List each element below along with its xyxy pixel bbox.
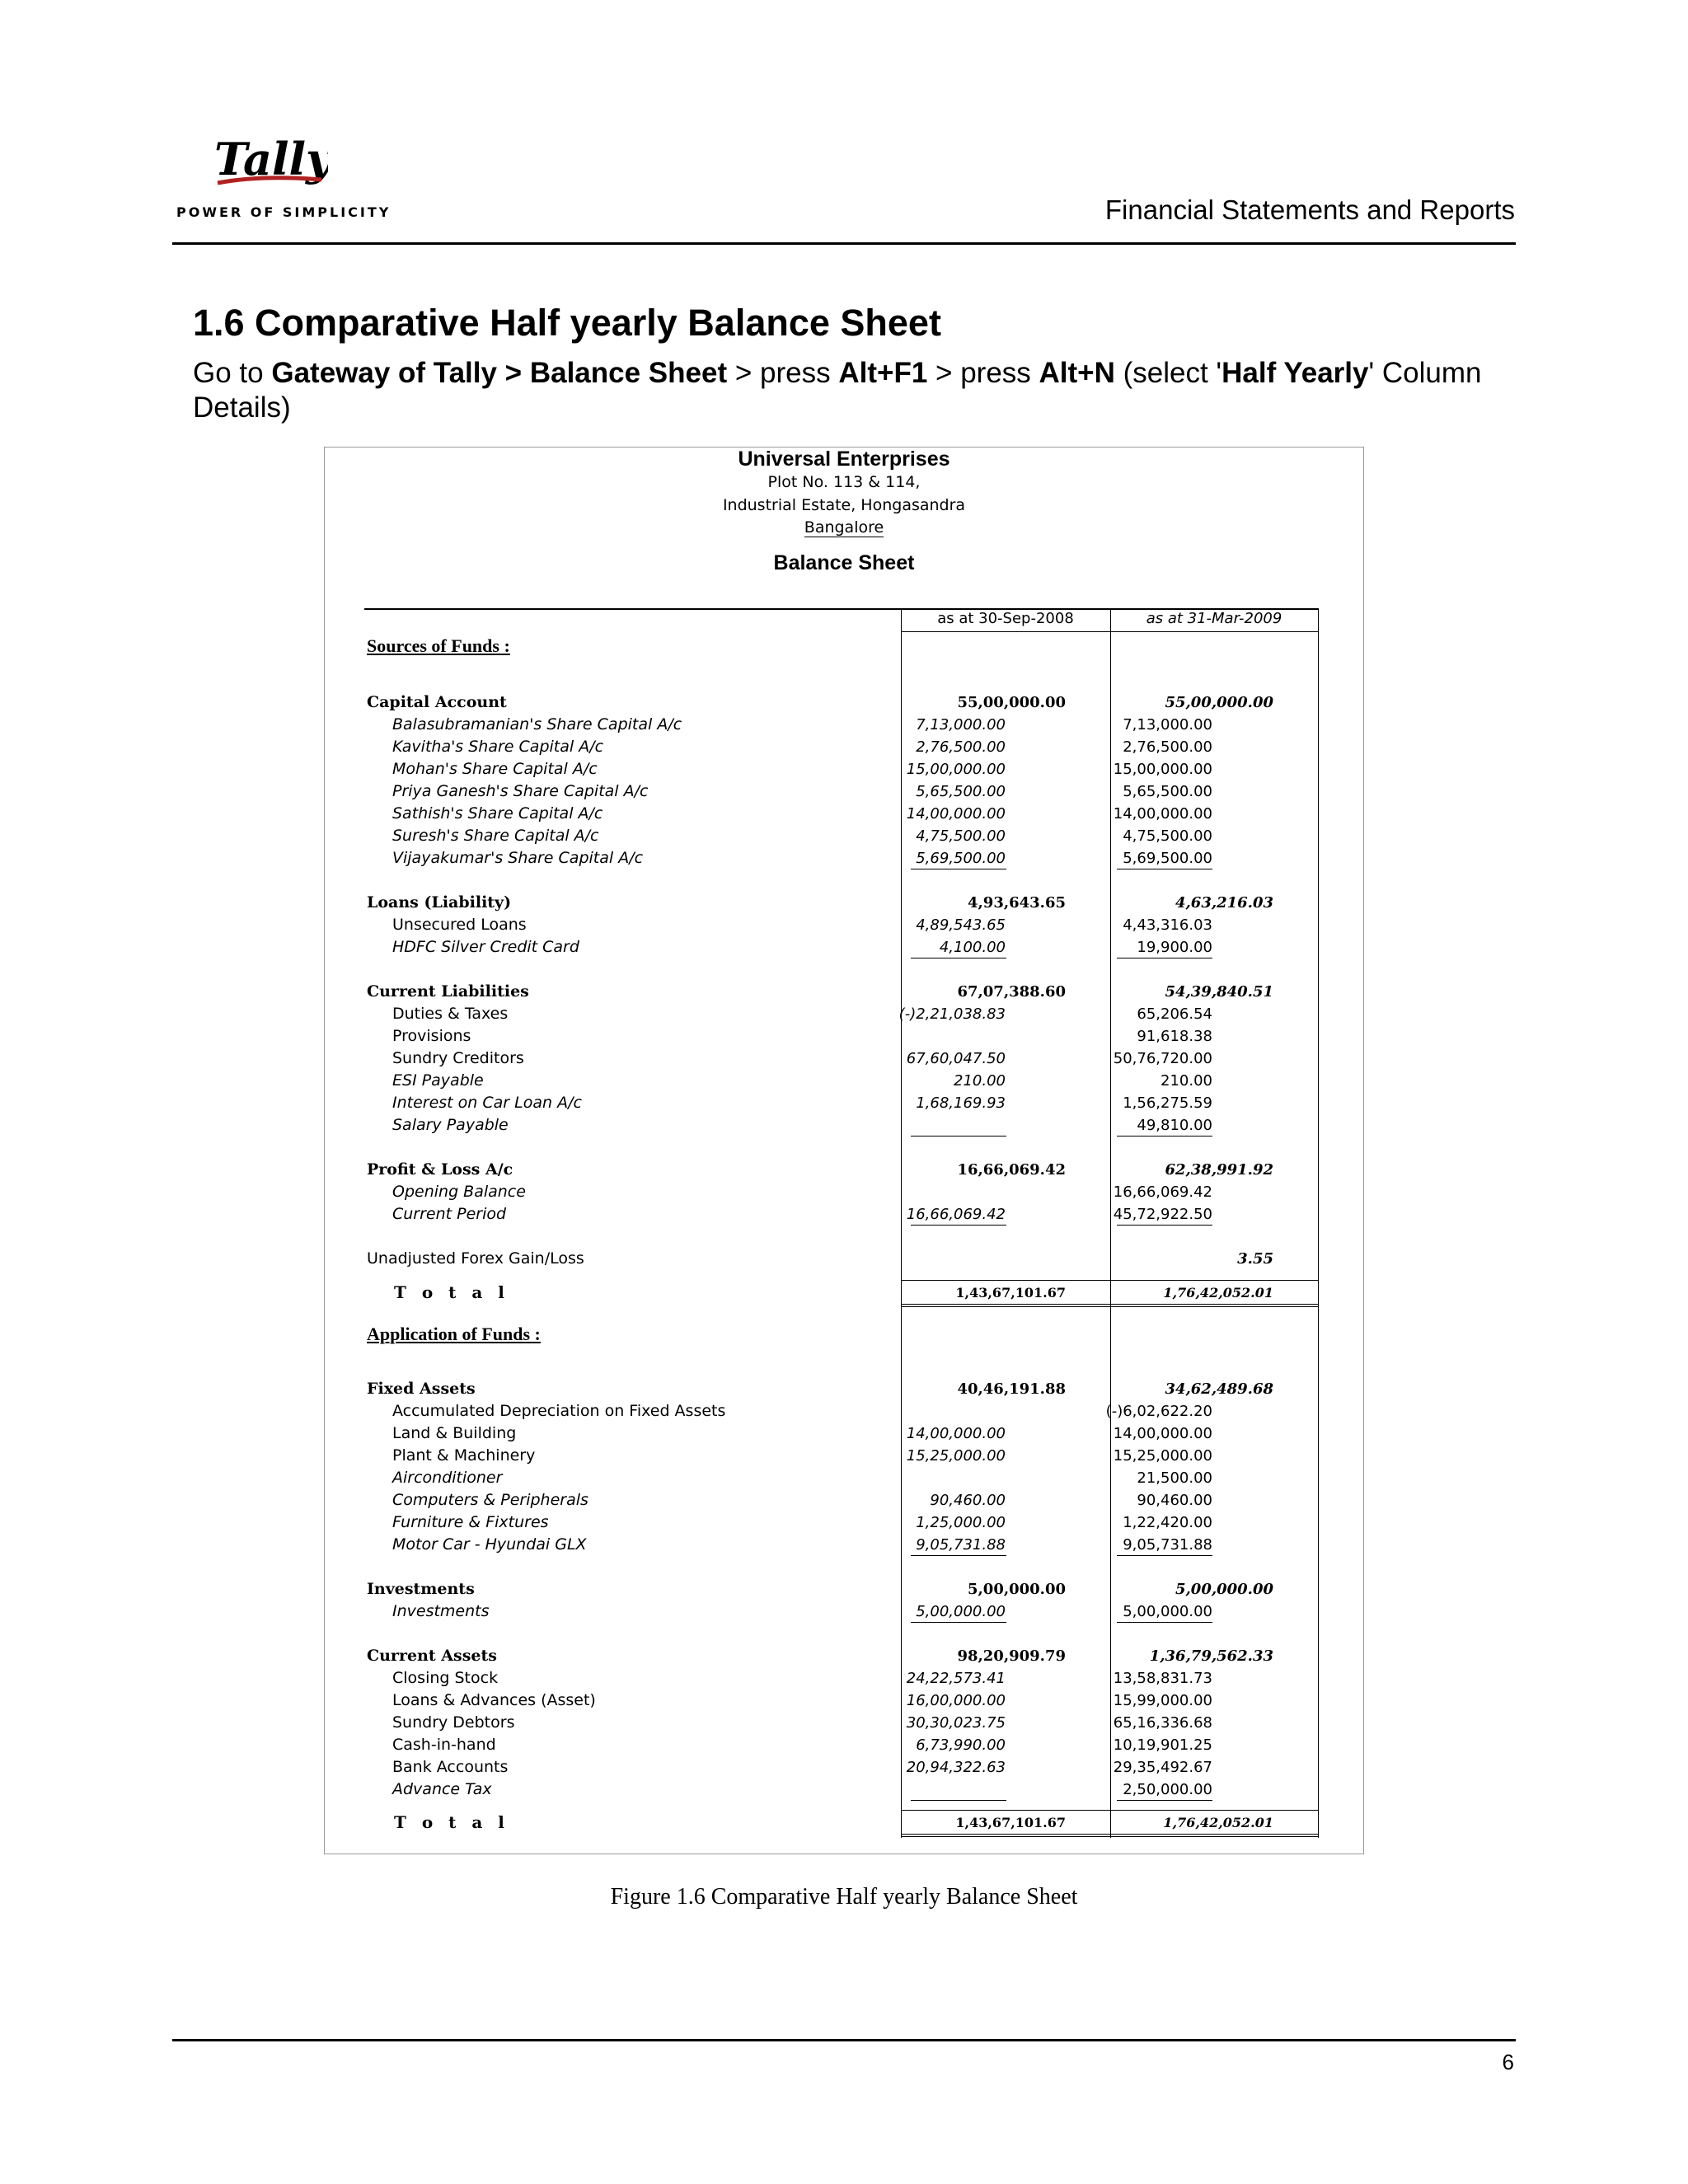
header-title: Financial Statements and Reports	[1104, 194, 1515, 225]
ledger-row	[363, 1114, 1319, 1137]
amount-sep-2008: 15,00,000.00	[906, 761, 1006, 778]
ledger-row	[363, 1534, 1319, 1556]
ledger-row	[363, 825, 1319, 847]
ledger-row	[363, 1734, 1319, 1756]
amount-sep-2008: 5,00,000.00	[916, 1603, 1006, 1620]
subtotal-underline	[1117, 1622, 1212, 1623]
amount-mar-2009: 34,62,489.68	[1165, 1380, 1273, 1398]
amount-sep-2008: 16,66,069.42	[957, 1161, 1066, 1179]
amount-mar-2009: 7,13,000.00	[1123, 716, 1212, 733]
total-rule	[901, 1810, 1110, 1811]
amount-sep-2008: 7,13,000.00	[916, 716, 1006, 733]
amount-mar-2009: 4,63,216.03	[1175, 894, 1273, 912]
figure-caption: Figure 1.6 Comparative Half yearly Balance Sheet	[610, 1884, 1078, 1910]
row-label: Provisions	[392, 1027, 471, 1045]
amount-sep-2008: 1,68,169.93	[916, 1094, 1006, 1112]
ledger-row	[363, 1181, 1319, 1203]
amount-mar-2009: 65,16,336.68	[1113, 1714, 1212, 1732]
ledger-row	[363, 803, 1319, 825]
total-rule	[1110, 1280, 1318, 1281]
row-label: Profit & Loss A/c	[367, 1160, 513, 1179]
group-row	[363, 1378, 1319, 1400]
row-label: Computers & Peripherals	[392, 1491, 588, 1509]
company-address-line-3	[0, 518, 1688, 537]
column-header-mar-2009: as at 31-Mar-2009	[1146, 610, 1282, 627]
amount-sep-2008: 14,00,000.00	[906, 1425, 1006, 1442]
intro-alt-n: Alt+N	[1039, 357, 1115, 389]
amount-mar-2009: 65,206.54	[1137, 1005, 1212, 1023]
section-title: 1.6 Comparative Half yearly Balance Sheet	[193, 302, 941, 344]
row-label: Motor Car - Hyundai GLX	[392, 1535, 587, 1554]
row-label: Investments	[367, 1580, 475, 1598]
footer-divider	[172, 2039, 1516, 2041]
amount-mar-2009: 2,76,500.00	[1123, 738, 1212, 756]
row-label: Opening Balance	[392, 1183, 526, 1201]
ledger-row	[363, 1400, 1319, 1422]
row-label: Sundry Debtors	[392, 1713, 515, 1732]
company-address-line-1: Plot No. 113 & 114,	[767, 473, 921, 491]
amount-sep-2008: 9,05,731.88	[916, 1536, 1006, 1554]
row-label: Accumulated Depreciation on Fixed Assets	[392, 1402, 726, 1420]
group-row	[363, 691, 1319, 714]
ledger-row	[363, 1779, 1319, 1801]
logo-tagline: POWER OF SIMPLICITY	[176, 204, 392, 220]
tally-logo-text: Tally	[214, 133, 328, 185]
ledger-row	[363, 936, 1319, 958]
total-rule	[1110, 1304, 1318, 1305]
ledger-row	[363, 1511, 1319, 1534]
section-heading-row	[363, 635, 1319, 657]
ledger-row	[363, 1467, 1319, 1489]
amount-sep-2008: 55,00,000.00	[957, 694, 1066, 711]
row-label: Interest on Car Loan A/c	[392, 1094, 582, 1112]
row-label: T o t a l	[394, 1812, 509, 1832]
row-label: Loans & Advances (Asset)	[392, 1691, 596, 1709]
amount-mar-2009: 5,69,500.00	[1123, 850, 1212, 867]
amount-mar-2009: 15,25,000.00	[1113, 1447, 1212, 1465]
amount-mar-2009: 5,00,000.00	[1175, 1581, 1273, 1598]
row-label: T o t a l	[394, 1282, 509, 1302]
amount-mar-2009: 4,75,500.00	[1123, 827, 1212, 845]
amount-mar-2009: 14,00,000.00	[1113, 1425, 1212, 1442]
row-label: Fixed Assets	[367, 1380, 476, 1398]
row-label: Closing Stock	[392, 1669, 499, 1687]
amount-mar-2009: 55,00,000.00	[1165, 694, 1273, 711]
subtotal-underline	[1117, 1800, 1212, 1801]
amount-mar-2009: 10,19,901.25	[1113, 1736, 1212, 1754]
amount-mar-2009: (-)6,02,622.20	[1105, 1403, 1212, 1420]
intro-paragraph	[193, 356, 1495, 425]
row-label: Duties & Taxes	[392, 1005, 509, 1023]
intro-alt-f1: Alt+F1	[838, 357, 928, 389]
ledger-row	[363, 1248, 1319, 1270]
intro-gateway-path: Gateway of Tally > Balance Sheet	[271, 357, 728, 389]
total-rule	[901, 1280, 1110, 1281]
group-row	[363, 981, 1319, 1003]
amount-sep-2008: (-)2,21,038.83	[898, 1005, 1006, 1023]
amount-mar-2009: 5,65,500.00	[1123, 783, 1212, 800]
row-label: Furniture & Fixtures	[392, 1513, 549, 1531]
row-label: ESI Payable	[392, 1071, 484, 1090]
ledger-row	[363, 1003, 1319, 1025]
amount-sep-2008: 67,60,047.50	[906, 1050, 1006, 1067]
ledger-row	[363, 1070, 1319, 1092]
amount-mar-2009: 15,99,000.00	[1113, 1692, 1212, 1709]
amount-mar-2009: 1,36,79,562.33	[1149, 1647, 1273, 1665]
amount-mar-2009: 4,43,316.03	[1123, 916, 1212, 934]
row-label: Investments	[392, 1602, 490, 1620]
total-rule	[1110, 1834, 1318, 1835]
ledger-row	[363, 914, 1319, 936]
row-label: Priya Ganesh's Share Capital A/c	[392, 782, 649, 800]
ledger-row	[363, 1422, 1319, 1445]
page-number: 6	[1502, 2050, 1514, 2074]
amount-mar-2009: 62,38,991.92	[1165, 1161, 1273, 1179]
total-rule	[901, 1834, 1110, 1835]
ledger-row	[363, 1047, 1319, 1070]
ledger-row	[363, 758, 1319, 780]
amount-mar-2009: 2,50,000.00	[1123, 1781, 1212, 1798]
amount-sep-2008: 4,100.00	[939, 939, 1006, 956]
ledger-row	[363, 1756, 1319, 1779]
amount-mar-2009: 1,76,42,052.01	[1163, 1285, 1273, 1301]
amount-sep-2008: 24,22,573.41	[906, 1670, 1006, 1687]
balance-sheet-report	[324, 447, 1364, 1854]
row-label: Current Period	[392, 1205, 507, 1223]
amount-sep-2008: 4,75,500.00	[916, 827, 1006, 845]
amount-mar-2009: 19,900.00	[1137, 939, 1212, 956]
amount-sep-2008: 98,20,909.79	[957, 1647, 1066, 1665]
ledger-row	[363, 1489, 1319, 1511]
row-label: Kavitha's Share Capital A/c	[392, 738, 604, 756]
amount-sep-2008: 14,00,000.00	[906, 805, 1006, 823]
amount-sep-2008: 1,25,000.00	[916, 1514, 1006, 1531]
amount-mar-2009: 50,76,720.00	[1113, 1050, 1212, 1067]
intro-tail: ' Column Details)	[193, 357, 1482, 424]
total-rule	[1110, 1306, 1318, 1307]
amount-sep-2008: 15,25,000.00	[906, 1447, 1006, 1465]
amount-mar-2009: 9,05,731.88	[1123, 1536, 1212, 1554]
ledger-row	[363, 1445, 1319, 1467]
amount-mar-2009: 15,00,000.00	[1113, 761, 1212, 778]
company-name: Universal Enterprises	[738, 448, 950, 471]
row-label: Current Assets	[367, 1647, 497, 1665]
row-label: Suresh's Share Capital A/c	[392, 827, 599, 845]
amount-mar-2009: 54,39,840.51	[1165, 983, 1273, 1001]
amount-sep-2008: 20,94,322.63	[906, 1759, 1006, 1776]
ledger-row	[363, 1667, 1319, 1690]
row-label: Sundry Creditors	[392, 1049, 524, 1067]
total-row	[363, 1282, 1319, 1304]
amount-sep-2008: 2,76,500.00	[916, 738, 1006, 756]
row-label: Balasubramanian's Share Capital A/c	[392, 715, 682, 733]
total-rule	[901, 1306, 1110, 1307]
ledger-row	[363, 1203, 1319, 1226]
ledger-row	[363, 1092, 1319, 1114]
subtotal-underline	[911, 1225, 1006, 1226]
company-address-line-2: Industrial Estate, Hongasandra	[722, 496, 966, 514]
subtotal-underline	[911, 1136, 1006, 1137]
amount-sep-2008: 1,43,67,101.67	[955, 1815, 1066, 1830]
total-rule	[901, 1304, 1110, 1305]
ledger-row	[363, 847, 1319, 869]
subtotal-underline	[911, 1622, 1006, 1623]
amount-sep-2008: 5,00,000.00	[968, 1581, 1066, 1598]
group-row	[363, 892, 1319, 914]
report-title: Balance Sheet	[773, 551, 915, 574]
subtotal-underline	[911, 1555, 1006, 1556]
row-label: Sathish's Share Capital A/c	[392, 804, 603, 823]
amount-mar-2009: 21,500.00	[1137, 1469, 1212, 1487]
amount-sep-2008: 5,65,500.00	[916, 783, 1006, 800]
row-label: Capital Account	[367, 693, 507, 711]
row-label: Current Liabilities	[367, 982, 529, 1001]
intro-go-to: Go to	[193, 357, 264, 389]
row-label: Unadjusted Forex Gain/Loss	[367, 1249, 584, 1268]
total-rule	[1110, 1836, 1318, 1837]
ledger-row	[363, 1712, 1319, 1734]
amount-sep-2008: 90,460.00	[930, 1492, 1006, 1509]
amount-mar-2009: 29,35,492.67	[1113, 1759, 1212, 1776]
amount-mar-2009: 45,72,922.50	[1113, 1206, 1212, 1223]
amount-mar-2009: 1,56,275.59	[1123, 1094, 1212, 1112]
intro-half-yearly: Half Yearly	[1221, 357, 1369, 389]
tally-logo	[213, 132, 328, 198]
amount-mar-2009: 16,66,069.42	[1113, 1183, 1212, 1201]
amount-mar-2009: 49,810.00	[1137, 1117, 1212, 1134]
amount-mar-2009: 90,460.00	[1137, 1492, 1212, 1509]
row-label: Sources of Funds :	[367, 635, 510, 656]
group-row	[363, 1159, 1319, 1181]
row-label: Cash-in-hand	[392, 1736, 496, 1754]
group-row	[363, 1578, 1319, 1601]
total-row	[363, 1811, 1319, 1834]
row-label: Loans (Liability)	[367, 893, 512, 912]
subtotal-underline	[911, 1800, 1006, 1801]
total-rule	[901, 1836, 1110, 1837]
column-header-sep-2008: as at 30-Sep-2008	[937, 610, 1074, 627]
amount-mar-2009: 3.55	[1237, 1250, 1273, 1268]
intro-press-1: > press	[734, 357, 831, 389]
ledger-row	[363, 1601, 1319, 1623]
amount-sep-2008: 4,89,543.65	[916, 916, 1006, 934]
intro-select: (select '	[1123, 357, 1222, 389]
amount-mar-2009: 13,58,831.73	[1113, 1670, 1212, 1687]
subtotal-underline	[1117, 1136, 1212, 1137]
row-label: Unsecured Loans	[392, 916, 527, 934]
subtotal-underline	[1117, 1225, 1212, 1226]
amount-sep-2008: 4,93,643.65	[968, 894, 1066, 912]
row-label: HDFC Silver Credit Card	[392, 938, 579, 956]
amount-sep-2008: 1,43,67,101.67	[955, 1285, 1066, 1301]
amount-sep-2008: 16,66,069.42	[906, 1206, 1006, 1223]
ledger-row	[363, 780, 1319, 803]
amount-sep-2008: 67,07,388.60	[957, 983, 1066, 1001]
ledger-row	[363, 1025, 1319, 1047]
amount-mar-2009: 1,22,420.00	[1123, 1514, 1212, 1531]
amount-mar-2009: 210.00	[1160, 1072, 1212, 1090]
row-label: Application of Funds :	[367, 1324, 541, 1344]
amount-mar-2009: 91,618.38	[1137, 1028, 1212, 1045]
intro-press-2: > press	[935, 357, 1031, 389]
ledger-row	[363, 736, 1319, 758]
amount-sep-2008: 16,00,000.00	[906, 1692, 1006, 1709]
amount-mar-2009: 14,00,000.00	[1113, 805, 1212, 823]
group-row	[363, 1645, 1319, 1667]
row-label: Bank Accounts	[392, 1758, 509, 1776]
amount-mar-2009: 5,00,000.00	[1123, 1603, 1212, 1620]
row-label: Land & Building	[392, 1424, 517, 1442]
row-label: Plant & Machinery	[392, 1446, 536, 1465]
company-city: Bangalore	[804, 518, 884, 537]
ledger-row	[363, 1690, 1319, 1712]
amount-sep-2008: 30,30,023.75	[906, 1714, 1006, 1732]
ledger-row	[363, 714, 1319, 736]
section-heading-row	[363, 1323, 1319, 1345]
total-rule	[1110, 1810, 1318, 1811]
amount-sep-2008: 210.00	[954, 1072, 1006, 1090]
row-label: Salary Payable	[392, 1116, 509, 1134]
amount-sep-2008: 5,69,500.00	[916, 850, 1006, 867]
subtotal-underline	[1117, 1555, 1212, 1556]
amount-sep-2008: 6,73,990.00	[916, 1736, 1006, 1754]
row-label: Vijayakumar's Share Capital A/c	[392, 849, 644, 867]
row-label: Airconditioner	[392, 1469, 503, 1487]
amount-mar-2009: 1,76,42,052.01	[1163, 1815, 1273, 1830]
row-label: Advance Tax	[392, 1780, 492, 1798]
amount-sep-2008: 40,46,191.88	[957, 1380, 1066, 1398]
header-divider	[172, 242, 1516, 245]
row-label: Mohan's Share Capital A/c	[392, 760, 598, 778]
